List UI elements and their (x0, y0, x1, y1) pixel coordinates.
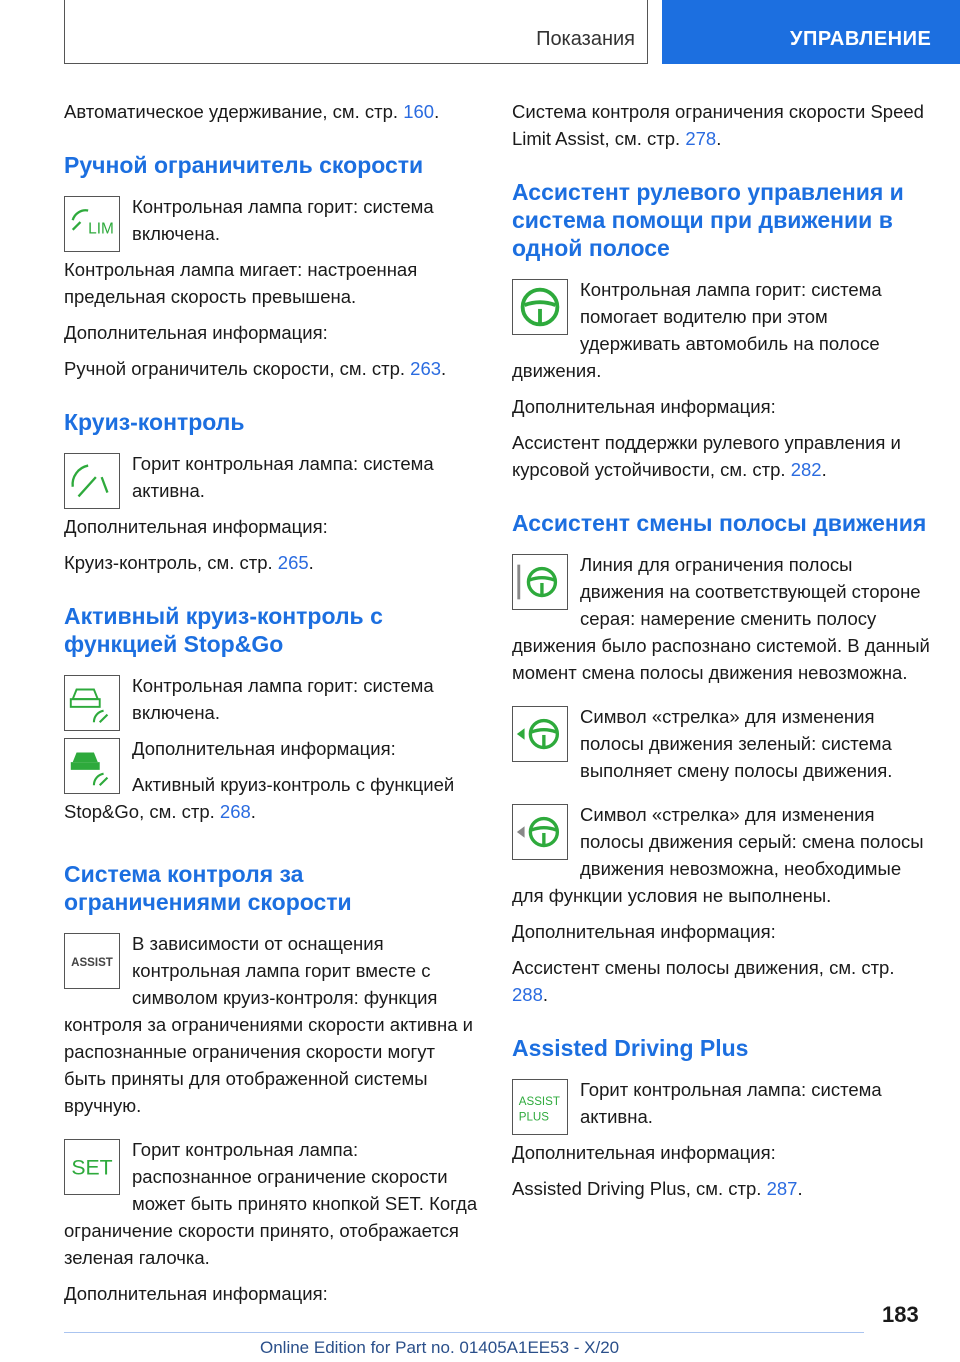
svg-text:SET: SET (71, 1156, 113, 1180)
page-link[interactable]: 288 (512, 984, 543, 1005)
cruise-control-text-on: Горит контрольная лампа: система активна. (132, 453, 434, 501)
steering-assist-icon (512, 279, 568, 335)
page-link[interactable]: 287 (766, 1178, 798, 1199)
lane-change-gray-arrow-icon (512, 804, 568, 860)
page-link[interactable]: 268 (219, 801, 251, 822)
assist-icon (64, 933, 120, 989)
section-title-lane-change: Ассистент смены полосы движения (512, 510, 927, 536)
section-title-speed-limiter: Ручной ограничитель скорости (64, 152, 424, 178)
lane-change-line-text: Линия для ограничения полосы движения на соответствующей стороне серая: намерение сменить полосу движения было распознано системой. В данный момент смена полосы движения невозможна. (512, 554, 930, 683)
section-title-steering-assist: Ассистент рулевого управления и системa помощи при движении в одной полосе (512, 179, 904, 261)
svg-text:PLUS: PLUS (518, 1111, 550, 1124)
cruise-control-icon (64, 453, 120, 509)
left-column (64, 98, 482, 1316)
header-chapter-label: УПРАВЛЕНИЕ (790, 28, 932, 50)
lane-change-green-text: Символ «стрелка» для изменения полосы движения зеленый: система выполняет смену полосы движения. (580, 706, 893, 781)
page-link[interactable]: 265 (277, 552, 309, 573)
intro-paragraph: Система контроля ограничения скорости Speed Limit Assist, см. стр. 278. (512, 101, 924, 149)
right-column (512, 98, 930, 1211)
page-link[interactable]: 278 (685, 128, 717, 149)
footer-divider (64, 1332, 864, 1333)
section-title-assisted-driving-plus: Assisted Driving Plus (512, 1035, 749, 1061)
speed-limiter-text-blink: Контрольная лампа мигает: настроенная предельная скорость превышена. (64, 259, 418, 307)
more-info-label: Дополнительная информация: (512, 396, 776, 417)
svg-text:ASSIST: ASSIST (518, 1096, 560, 1109)
section-title-speed-limit-info: Система контроля за ограничениями скорости (64, 861, 352, 915)
more-info-label: Дополнительная информация: (512, 1142, 776, 1163)
speed-limit-info-text: В зависимости от оснащения контрольная лампа горит вместе с символом круиз-контроля: функция контроля за ограничениями скорости активна и распознанные ограничения скорости могут быть приняты для отображенной системы вручную. (64, 933, 473, 1116)
acc-ref: Активный круиз-контроль с функцией Stop&Go, см. стр. 268. (64, 774, 455, 822)
speed-limiter-lim-icon (64, 196, 120, 252)
svg-text:ASSIST: ASSIST (71, 956, 113, 969)
more-info-label: Дополнительная информация: (64, 1283, 328, 1304)
acc-green-icon (64, 738, 120, 794)
more-info-label: Дополнительная информация: (64, 322, 328, 343)
steering-assist-text: Контрольная лампа горит: система помогает водителю при этом удерживать автомобиль на полосе движения. (512, 279, 882, 381)
assist-plus-icon (512, 1079, 568, 1135)
page-number: 183 (882, 1302, 919, 1327)
assisted-plus-text: Горит контрольная лампа: система активна. (580, 1079, 882, 1127)
speed-limiter-ref: Ручной ограничитель скорости, см. стр. 263. (64, 358, 447, 379)
lane-change-gray-text: Символ «стрелка» для изменения полосы движения серый: смена полосы движения невозможна, необходимые для функции условия не выполнены. (512, 804, 924, 906)
lane-change-green-arrow-icon (512, 706, 568, 762)
more-info-label: Дополнительная информация: (512, 921, 776, 942)
svg-text:LIM: LIM (88, 220, 114, 238)
acc-outline-icon (64, 675, 120, 731)
set-text: Горит контрольная лампа: распознанное ограничение скорости может быть принято кнопкой SET. Когда ограничение скорости принято, отображается зеленая галочка. (64, 1139, 478, 1268)
cruise-control-ref: Круиз-контроль, см. стр. 265. (64, 552, 314, 573)
speed-limiter-text-on: Контрольная лампа горит: система включена. (132, 196, 434, 244)
page-link[interactable]: 282 (790, 459, 822, 480)
section-title-cruise-control: Круиз-контроль (64, 409, 245, 435)
acc-text-on: Контрольная лампа горит: система включена. (132, 675, 434, 723)
intro-paragraph: Автоматическое удерживание, см. стр. 160. (64, 101, 440, 122)
lane-change-ref: Ассистент смены полосы движения, см. стр. 288. (512, 957, 895, 1005)
footer-edition: Online Edition for Part no. 01405A1EE53 - X/20 (260, 1338, 620, 1357)
page-link[interactable]: 160 (403, 101, 435, 122)
section-title-acc: Активный круиз-контроль с функцией Stop&Go (64, 603, 383, 657)
more-info-label: Дополнительная информация: (64, 516, 328, 537)
header-section-box (64, 0, 648, 64)
header-section-label: Показания (536, 28, 635, 50)
more-info-label: Дополнительная информация: (132, 738, 396, 759)
set-icon (64, 1139, 120, 1195)
steering-assist-ref: Ассистент поддержки рулевого управления и курсовой устойчивости, см. стр. 282. (512, 432, 901, 480)
lane-change-line-icon (512, 554, 568, 610)
header-chapter-tab[interactable] (662, 0, 960, 64)
assisted-plus-ref: Assisted Driving Plus, см. стр. 287. (512, 1178, 803, 1199)
page-link[interactable]: 263 (410, 358, 442, 379)
